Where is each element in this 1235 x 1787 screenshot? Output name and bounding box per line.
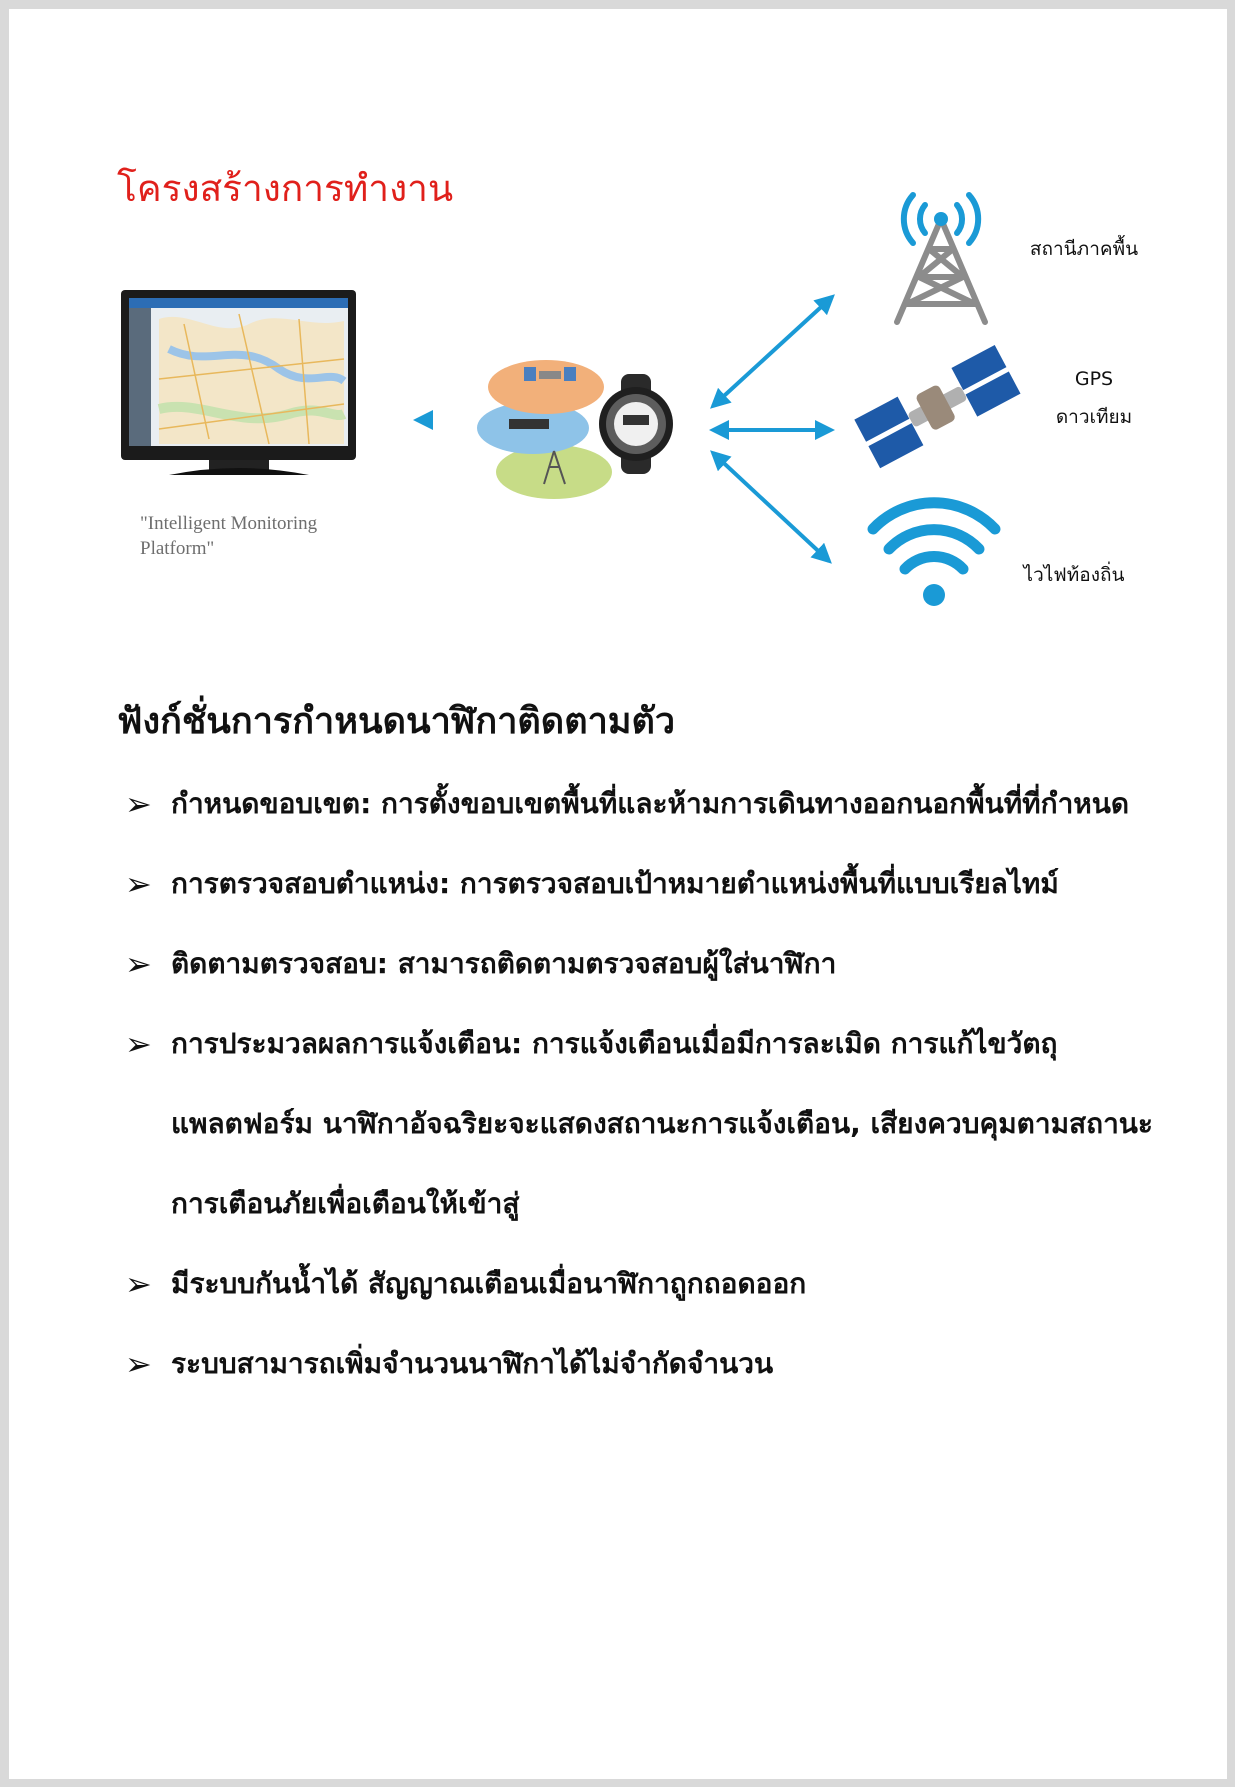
arrow-bullet-icon: ➢ [125, 785, 152, 823]
label-satellite: ดาวเทียม [1055, 406, 1133, 428]
arrow-bullet-icon: ➢ [125, 945, 152, 983]
feature-list [125, 764, 1185, 1404]
arrow-bullet-icon: ➢ [125, 1265, 152, 1303]
functions-title: ฟังก์ชั่นการกำหนดนาฬิกาติดตามตัว [117, 701, 676, 742]
server-cluster-icon [477, 360, 612, 499]
arrow-bullet-icon: ➢ [125, 1025, 152, 1063]
platform-caption: "Intelligent Monitoring Platform" [140, 513, 318, 559]
wifi-icon [873, 503, 995, 606]
label-wifi: ไวไฟท้องถิ่น [1023, 564, 1125, 586]
label-gps: GPS [1074, 368, 1114, 390]
cell-tower-icon [897, 195, 985, 322]
label-base-station: สถานีภาคพื้น [1029, 238, 1139, 260]
satellite-icon [854, 344, 1022, 469]
feature-item: ➢ มีระบบกันน้ำได้ สัญญาณเตือนเมื่อนาฬิกาถูกถอดออก [125, 1244, 1185, 1324]
arrow-bullet-icon: ➢ [125, 865, 152, 903]
arrow-bullet-icon: ➢ [125, 1345, 152, 1383]
monitor-icon [121, 290, 356, 475]
smartwatch-icon [599, 374, 673, 474]
feature-item: ➢ ติดตามตรวจสอบ: สามารถติดตามตรวจสอบผู้ใส่นาฬิกา [125, 924, 1185, 1004]
feature-item: ➢ ระบบสามารถเพิ่มจำนวนนาฬิกาได้ไม่จำกัดจำนวน [125, 1324, 1185, 1404]
feature-item: ➢ กำหนดขอบเขต: การตั้งขอบเขตพื้นที่และห้ามการเดินทางออกนอกพื้นที่ที่กำหนด [125, 764, 1185, 844]
document-page [9, 9, 1227, 1779]
connection-arrows [713, 297, 832, 561]
section-title: โครงสร้างการทำงาน [117, 167, 454, 210]
feature-item: ➢ การประมวลผลการแจ้งเตือน: การแจ้งเตือนเมื่อมีการละเมิด การแก้ไขวัตถุแพลตฟอร์ม นาฬิกาอัจฉริยะจะแสดงสถานะการแจ้งเตือน, เสียงควบคุมตามสถานะการเตือนภัยเพื่อเตือนให้เข้าสู่ [125, 1004, 1185, 1244]
feature-item: ➢ การตรวจสอบตำแหน่ง: การตรวจสอบเป้าหมายตำแหน่งพื้นที่แบบเรียลไทม์ [125, 844, 1185, 924]
